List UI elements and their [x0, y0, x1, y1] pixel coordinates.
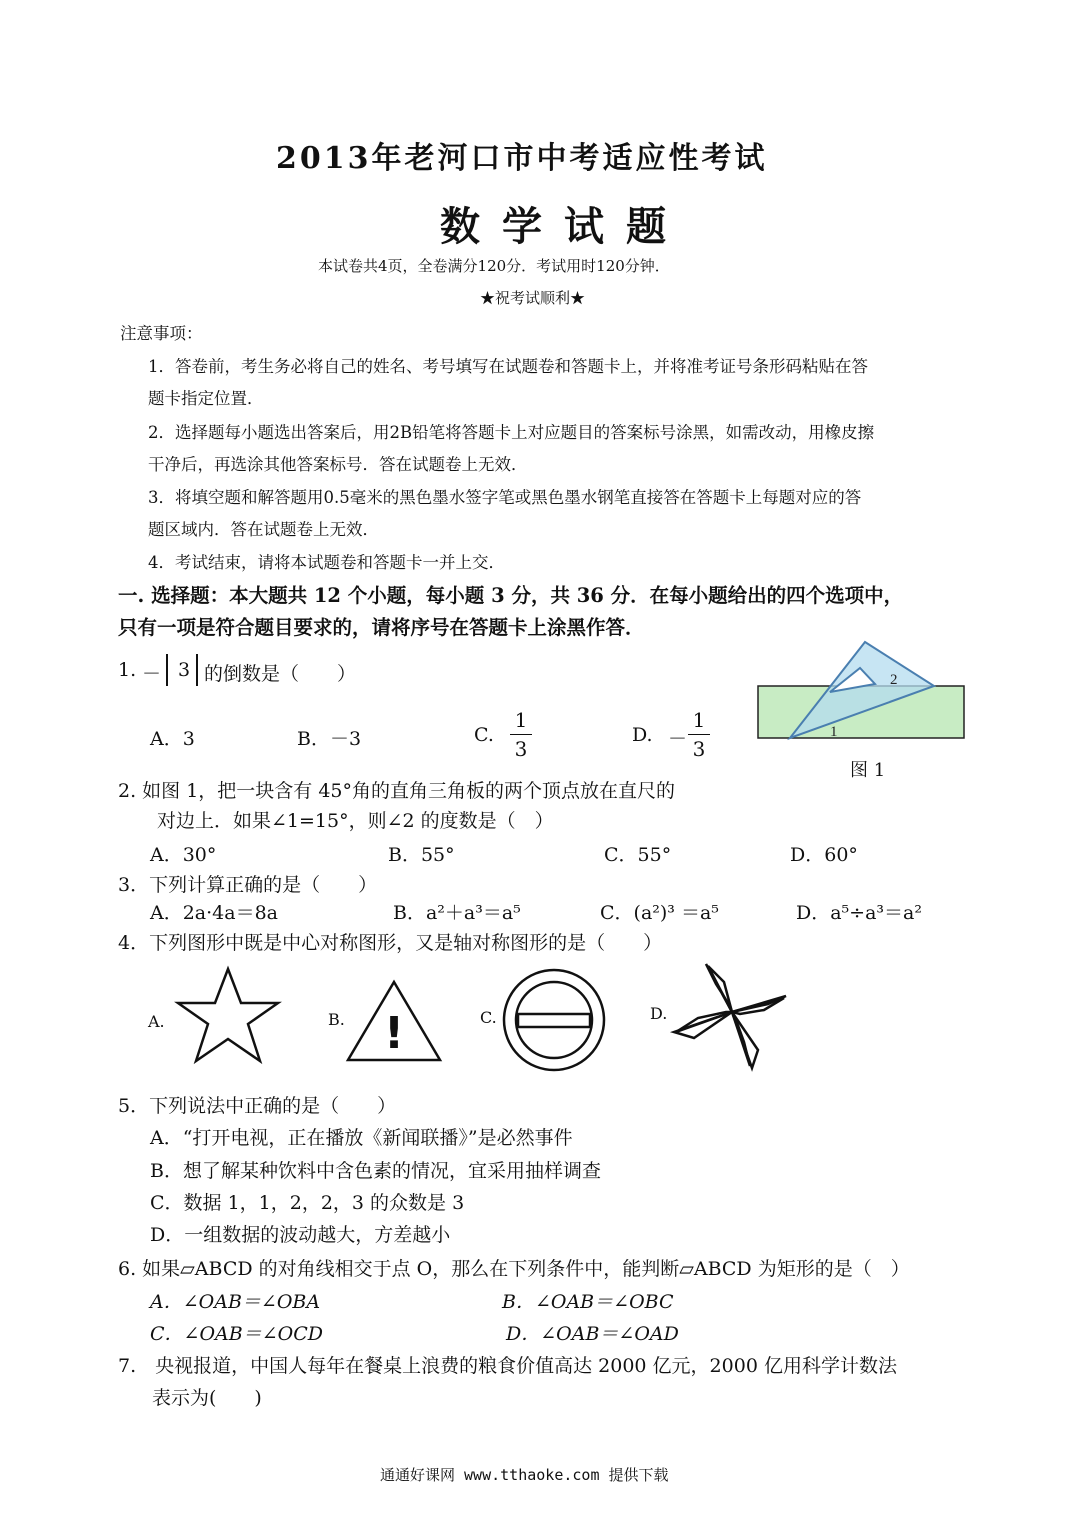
q4-star-figure [172, 965, 284, 1065]
q5-option-c: C．数据 1，1，2，2，3 的众数是 3 [150, 1192, 465, 1214]
q2-option-b: B．55° [388, 844, 455, 866]
q6-option-b: B．∠OAB＝∠OBC [502, 1291, 674, 1313]
subject-title: 数学试题 [440, 203, 688, 250]
q6-option-c: C．∠OAB＝∠OCD [150, 1323, 323, 1345]
q6-stem: 6. 如果▱ABCD 的对角线相交于点 O，那么在下列条件中，能判断▱ABCD 为矩形的是（ ） [118, 1258, 910, 1280]
pinwheel-blades [674, 964, 786, 1068]
q2-line-1: 2. 如图 1，把一块含有 45°角的直角三角板的两个顶点放在直尺的 [118, 780, 676, 802]
pinwheel-blade-top-inner [708, 966, 732, 1012]
q1-abs-value: 3 [178, 659, 191, 681]
q4-circle-figure [500, 966, 610, 1074]
q5-stem: 5．下列说法中正确的是（ ） [118, 1095, 397, 1117]
fig1-angle-1-label: 1 [830, 724, 838, 740]
fig1-angle-2-label: 2 [890, 672, 898, 688]
q1-c-denominator: 3 [514, 737, 528, 761]
pinwheel-blade-bottom-inner [732, 1012, 758, 1068]
q3-option-d: D．a⁵÷a³＝a² [796, 902, 922, 924]
q5-option-a: A．“打开电视，正在播放《新闻联播》”是必然事件 [150, 1127, 573, 1149]
q1-option-c-fraction [510, 708, 532, 761]
q3-stem: 3．下列计算正确的是（ ） [118, 874, 378, 896]
q1-abs-bar-right [196, 654, 198, 686]
q1-number: 1. [118, 659, 137, 681]
q1-c-fraction-bar [510, 734, 532, 735]
note-1-line-2: 题卡指定位置． [148, 389, 264, 408]
q2-option-d: D．60° [790, 844, 858, 866]
q7-line-1: 7. 央视报道，中国人每年在餐桌上浪费的粮食价值高达 2000 亿元，2000 亿用科学计数法 [118, 1355, 897, 1377]
q4-pinwheel-figure [668, 960, 792, 1072]
exclamation-mark: ! [383, 1008, 405, 1059]
wish-line: ★祝考试顺利★ [480, 289, 586, 307]
q1-c-numerator: 1 [514, 708, 528, 732]
q1-option-d-label: D. [632, 724, 653, 746]
q1-option-c-label: C. [474, 724, 494, 746]
figure-1 [750, 632, 975, 787]
q5-option-b: B．想了解某种饮料中含色素的情况，宜采用抽样调查 [150, 1160, 601, 1182]
q1-option-d-fraction [688, 708, 710, 761]
star-shape [178, 969, 278, 1061]
q1-abs-bar-left [166, 654, 168, 686]
notes-heading: 注意事项： [120, 324, 203, 343]
section-heading-line-1: 一. 选择题：本大题共 12 个小题，每小题 3 分，共 36 分．在每小题给出的四个选项中， [118, 584, 904, 607]
note-3-line-1: 3．将填空题和解答题用0.5毫米的黑色墨水签字笔或黑色墨水钢笔直接答在答题卡上每题对应的答 [148, 488, 862, 507]
q2-option-c: C．55° [604, 844, 672, 866]
note-4: 4．考试结束，请将本试题卷和答题卡一并上交． [148, 553, 505, 572]
q4-option-c-label: C. [480, 1008, 497, 1027]
q1-d-denominator: 3 [692, 737, 706, 761]
q1-option-d-sign: － [668, 728, 688, 750]
q1-negative-sign: － [142, 663, 162, 685]
q4-stem: 4．下列图形中既是中心对称图形，又是轴对称图形的是（ ） [118, 932, 663, 954]
inner-circle [516, 982, 592, 1058]
q3-option-c: C．(a²)³ ＝a⁵ [600, 902, 719, 924]
note-2-line-1: 2．选择题每小题选出答案后，用2B铅笔将答题卡上对应题目的答案标号涂黑，如需改动，用橡皮擦 [148, 423, 875, 442]
q3-option-a: A．2a·4a＝8a [150, 902, 279, 924]
fig1-caption: 图 1 [850, 760, 886, 781]
q2-line-2: 对边上．如果∠1=15°，则∠2 的度数是（ ） [157, 810, 554, 832]
q5-option-d: D．一组数据的波动越大，方差越小 [150, 1224, 451, 1246]
q6-option-d: D．∠OAB＝∠OAD [506, 1323, 679, 1345]
q4-option-b-label: B. [328, 1010, 345, 1029]
q4-warning-triangle-figure [344, 978, 444, 1064]
q2-option-a: A．30° [150, 844, 217, 866]
exam-info: 本试卷共4页，全卷满分120分．考试用时120分钟． [318, 257, 670, 275]
q1-option-b: B．－3 [297, 728, 362, 750]
section-heading-line-2: 只有一项是符合题目要求的，请将序号在答题卡上涂黑作答． [118, 616, 645, 639]
note-3-line-2: 题区域内．答在试题卷上无效． [148, 520, 379, 539]
q6-option-a: A．∠OAB＝∠OBA [150, 1291, 321, 1313]
q7-line-2: 表示为( ) [152, 1387, 262, 1409]
q4-option-d-label: D. [650, 1004, 668, 1023]
note-2-line-2: 干净后，再选涂其他答案标号．答在试题卷上无效． [148, 455, 528, 474]
note-1-line-1: 1．答卷前，考生务必将自己的姓名、考号填写在试题卷和答题卡上，并将准考证号条形码粘贴在答 [148, 357, 868, 376]
exam-title: 2013年老河口市中考适应性考试 [276, 141, 768, 176]
q1-d-fraction-bar [688, 734, 710, 735]
center-bar [518, 1014, 590, 1027]
q1-stem: 的倒数是（ ） [204, 663, 357, 685]
q1-d-numerator: 1 [692, 708, 706, 732]
q1-option-a: A．3 [150, 728, 195, 750]
q3-option-b: B．a²＋a³＝a⁵ [393, 902, 521, 924]
footer-credit: 通通好课网 www.tthaoke.com 提供下载 [380, 1466, 669, 1484]
q4-option-a-label: A. [148, 1012, 165, 1031]
